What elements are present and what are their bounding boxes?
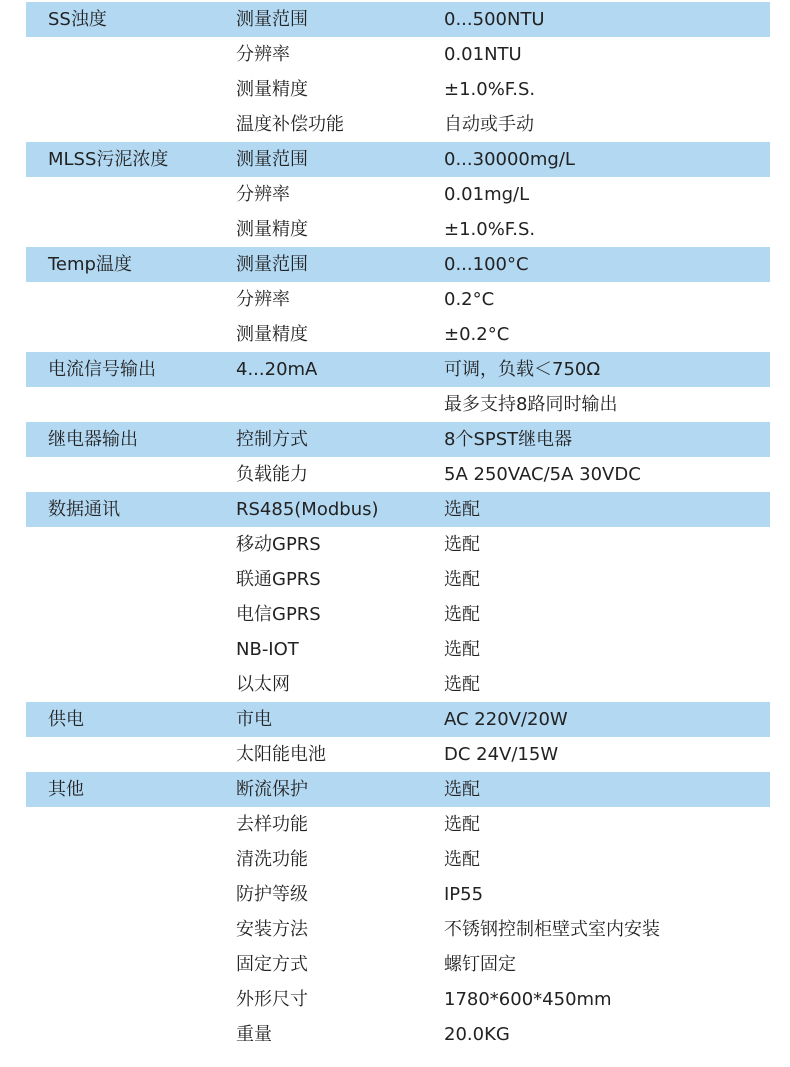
category-label: 供电 [48, 709, 84, 730]
parameter-value: ±1.0%F.S. [444, 79, 536, 100]
parameter-value: 选配 [444, 639, 480, 660]
parameter-value: 不锈钢控制柜壁式室内安装 [444, 919, 660, 940]
parameter-name: 测量范围 [236, 254, 308, 275]
section-header-row [26, 492, 770, 527]
parameter-value: 8个SPST继电器 [444, 429, 573, 450]
parameter-name: RS485(Modbus) [236, 499, 379, 520]
table-row [26, 317, 770, 352]
table-row [26, 737, 770, 772]
table-row [26, 982, 770, 1017]
category-label: SS浊度 [48, 9, 107, 30]
parameter-value: 可调，负载＜750Ω [444, 359, 601, 380]
parameter-name: 外形尺寸 [236, 989, 308, 1010]
parameter-name: 清洗功能 [236, 849, 308, 870]
parameter-name: 固定方式 [236, 954, 308, 975]
parameter-value: 最多支持8路同时输出 [444, 394, 618, 415]
table-row [26, 37, 770, 72]
table-row [26, 562, 770, 597]
table-row [26, 667, 770, 702]
section-header-row [26, 2, 770, 37]
table-row [26, 877, 770, 912]
parameter-name: 去样功能 [236, 814, 308, 835]
parameter-value: 0...30000mg/L [444, 149, 575, 170]
parameter-value: ±1.0%F.S. [444, 219, 536, 240]
parameter-name: 分辨率 [236, 44, 290, 65]
parameter-value: 选配 [444, 814, 480, 835]
parameter-name: 断流保护 [236, 779, 308, 800]
parameter-name: 测量范围 [236, 149, 308, 170]
category-label: 电流信号输出 [48, 359, 156, 380]
table-row [26, 527, 770, 562]
parameter-value: 20.0KG [444, 1024, 510, 1045]
table-row [26, 457, 770, 492]
parameter-value: 选配 [444, 849, 480, 870]
table-row [26, 1017, 770, 1052]
parameter-name: 分辨率 [236, 184, 290, 205]
parameter-name: 4...20mA [236, 359, 318, 380]
parameter-name: 重量 [236, 1024, 272, 1045]
parameter-value: 0.2°C [444, 289, 495, 310]
section-header-row [26, 247, 770, 282]
parameter-name: 测量范围 [236, 9, 308, 30]
parameter-name: 分辨率 [236, 289, 290, 310]
parameter-name: 太阳能电池 [236, 744, 326, 765]
parameter-value: AC 220V/20W [444, 709, 568, 730]
parameter-name: 移动GPRS [236, 534, 321, 555]
parameter-name: 电信GPRS [236, 604, 321, 625]
category-label: MLSS污泥浓度 [48, 149, 169, 170]
parameter-name: 市电 [236, 709, 272, 730]
parameter-name: 防护等级 [236, 884, 308, 905]
parameter-value: 0...500NTU [444, 9, 545, 30]
category-label: 数据通讯 [48, 499, 120, 520]
parameter-name: 测量精度 [236, 219, 308, 240]
parameter-value: 选配 [444, 569, 480, 590]
parameter-value: 选配 [444, 499, 480, 520]
parameter-value: 0.01mg/L [444, 184, 530, 205]
section-header-row [26, 772, 770, 807]
parameter-name: 温度补偿功能 [236, 114, 344, 135]
parameter-value: DC 24V/15W [444, 744, 559, 765]
parameter-value: 选配 [444, 779, 480, 800]
table-row [26, 842, 770, 877]
parameter-value: 1780*600*450mm [444, 989, 612, 1010]
table-row [26, 807, 770, 842]
category-label: 其他 [48, 779, 84, 800]
parameter-name: 控制方式 [236, 429, 308, 450]
table-row [26, 632, 770, 667]
parameter-name: 以太网 [236, 674, 290, 695]
section-header-row [26, 422, 770, 457]
parameter-name: 测量精度 [236, 79, 308, 100]
parameter-value: 0.01NTU [444, 44, 522, 65]
parameter-name: 测量精度 [236, 324, 308, 345]
parameter-name: 负载能力 [236, 464, 308, 485]
parameter-value: 自动或手动 [444, 114, 534, 135]
parameter-value: 螺钉固定 [444, 954, 516, 975]
parameter-value: 0...100°C [444, 254, 529, 275]
table-row [26, 212, 770, 247]
parameter-value: 5A 250VAC/5A 30VDC [444, 464, 641, 485]
table-row [26, 177, 770, 212]
parameter-name: 安装方法 [236, 919, 308, 940]
section-header-row [26, 142, 770, 177]
table-row [26, 597, 770, 632]
category-label: 继电器输出 [48, 429, 138, 450]
parameter-value: IP55 [444, 884, 484, 905]
table-row [26, 282, 770, 317]
spec-table [26, 2, 770, 1052]
table-row [26, 72, 770, 107]
parameter-value: 选配 [444, 534, 480, 555]
section-header-row [26, 352, 770, 387]
parameter-value: 选配 [444, 674, 480, 695]
parameter-value: 选配 [444, 604, 480, 625]
parameter-name: NB-IOT [236, 639, 299, 660]
table-row [26, 107, 770, 142]
category-label: Temp温度 [48, 254, 132, 275]
table-row [26, 947, 770, 982]
section-header-row [26, 702, 770, 737]
table-row [26, 912, 770, 947]
table-row [26, 387, 770, 422]
parameter-name: 联通GPRS [236, 569, 321, 590]
parameter-value: ±0.2°C [444, 324, 510, 345]
